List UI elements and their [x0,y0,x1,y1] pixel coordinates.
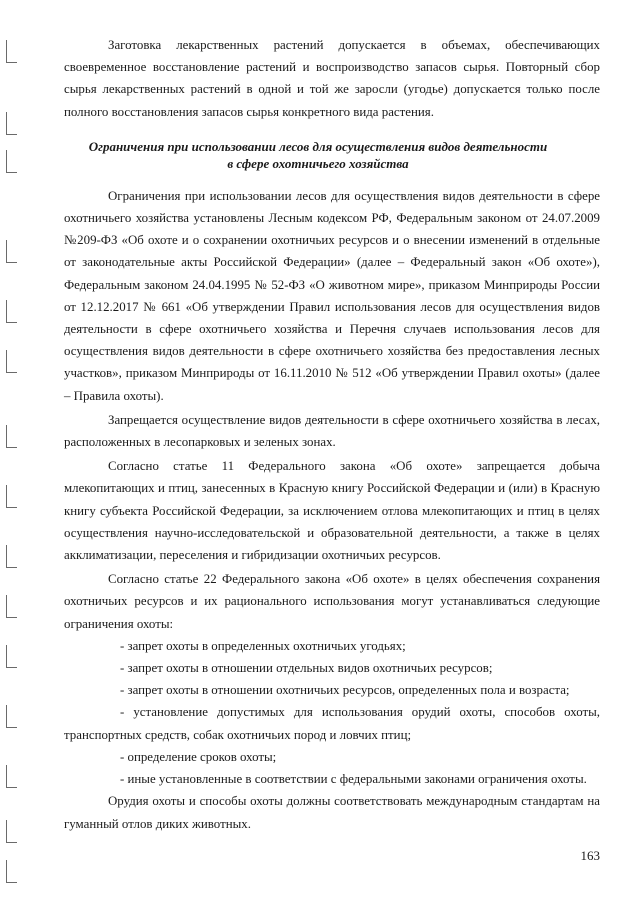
binding-mark [6,40,17,63]
binding-mark [6,425,17,448]
list-item: - определение сроков охоты; [120,749,277,764]
binding-mark [6,820,17,843]
list-item: - запрет охоты в отношении охотничьих ресурсов, определенных пола и возраста; [120,683,570,698]
binding-mark [6,545,17,568]
page-number: 163 [580,848,600,863]
binding-mark [6,240,17,263]
section-heading-line-1: Ограничения при использовании лесов для осуществления видов деятельности [88,138,548,154]
section-heading [64,138,600,172]
binding-mark [6,595,17,618]
binding-mark [6,765,17,788]
list-item: - запрет охоты в отношении отдельных видов охотничьих ресурсов; [120,661,493,676]
binding-mark [6,705,17,728]
binding-mark [6,485,17,508]
paragraph-hunting-tools: Орудия охоты и способы охоты должны соответствовать международным стандартам на гуманный отлов диких животных. [64,794,600,831]
binding-mark [6,645,17,668]
document-page [64,34,600,835]
paragraph-article-22: Согласно статье 22 Федерального закона «Об охоте» в целях обеспечения сохранения охотничьих ресурсов и их рационального использования могут устанавливаться следующие ограничения охоты: [64,572,600,631]
list-item: - иные установленные в соответствии с федеральными законами ограничения охоты. [120,772,587,787]
list-item: - запрет охоты в определенных охотничьих угодьях; [120,638,406,653]
binding-mark [6,300,17,323]
binding-mark [6,150,17,173]
paragraph-legal-basis: Ограничения при использовании лесов для осуществления видов деятельности в сфере охотничьего хозяйства установлены Лесным кодексом РФ, Федеральным законом от 24.07.2009 №209-ФЗ «Об охоте и о сохранении охотничьих ресурсов и о внесении изменений в отдельные от законодательные акты Российской Федерации» (далее – Федеральный закон «Об охоте»), Федеральным законом 24.04.1995 № 52-ФЗ «О животном мире», приказом Минприроды России от 12.12.2017 № 661 «Об утверждении Правил использования лесов для осуществления видов деятельности в сфере охотничьего хозяйства и Перечня случаев использования лесов для осуществления видов деятельности в сфере охотничьего хозяйства без предоставления лесных участков», приказом Минприроды от 16.11.2010 № 512 «Об утверждении Правил охоты» (далее – Правила охоты). [64,188,600,403]
paragraph-intro: Заготовка лекарственных растений допускается в объемах, обеспечивающих своевременное восстановление растений и воспроизводство запасов сырья. Повторный сбор сырья лекарственных растений в одной и той же заросли (угодье) допускается только после полного восстановления запасов сырья конкретного вида растения. [64,38,600,119]
binding-mark [6,350,17,373]
binding-mark [6,112,17,135]
paragraph-red-book: Согласно статье 11 Федерального закона «Об охоте» запрещается добыча млекопитающих и птиц, занесенных в Красную книгу Российской Федерации и (или) в Красную книгу субъекта Российской Федерации, за исключением отлова млекопитающих и птиц в целях осуществления научно-исследовательской и образовательной деятельности, а также в целях акклиматизации, переселения и гибридизации охотничьих ресурсов. [64,459,600,563]
list-item: - установление допустимых для использования орудий охоты, способов охоты, транспортных средств, собак охотничьих пород и ловчих птиц; [64,705,600,742]
section-heading-line-2: в сфере охотничьего хозяйства [227,155,409,171]
paragraph-forest-zones: Запрещается осуществление видов деятельности в сфере охотничьего хозяйства в лесах, расположенных в лесопарковых и зеленых зонах. [64,412,600,450]
